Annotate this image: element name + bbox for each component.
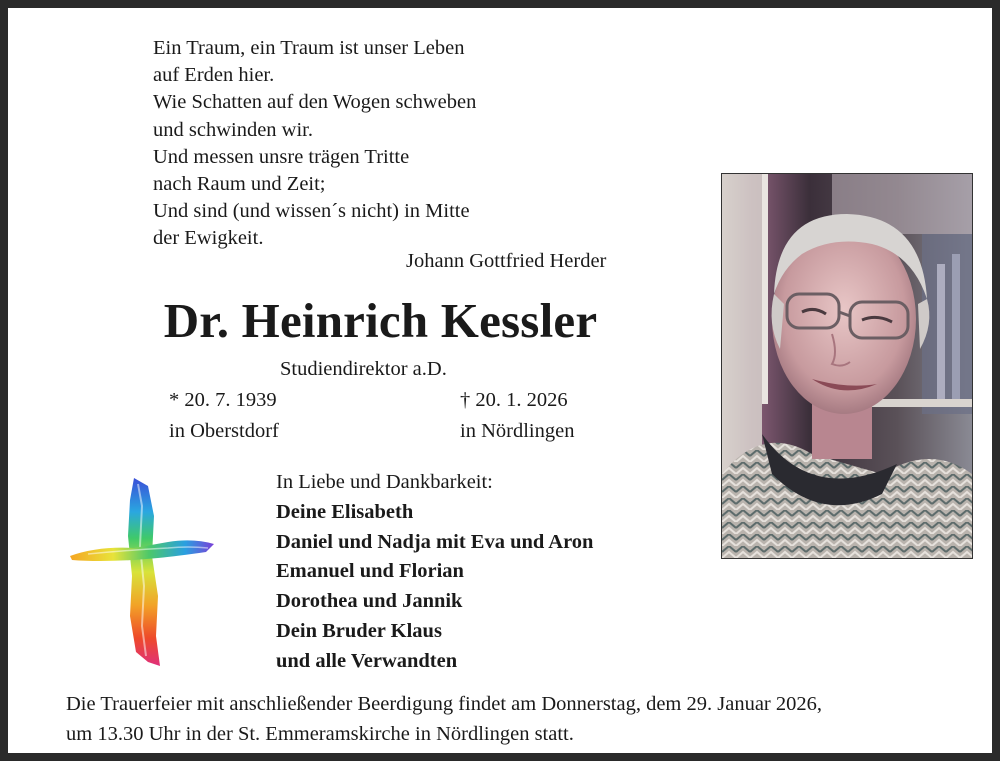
portrait-illustration — [722, 174, 972, 558]
deceased-name: Dr. Heinrich Kessler — [163, 293, 598, 348]
mourner-name: Deine Elisabeth — [276, 500, 414, 523]
poem — [153, 35, 476, 253]
poem-line: der Ewigkeit. — [153, 227, 264, 250]
poem-line: Ein Traum, ein Traum ist unser Leben — [153, 37, 465, 59]
poem-line: und schwinden wir. — [153, 118, 313, 141]
mourner-name: Emanuel und Florian — [276, 560, 464, 583]
death-date: † 20. 1. 2026 — [460, 389, 568, 411]
birth-date: * 20. 7. 1939 — [169, 389, 277, 411]
poem-line: Und sind (und wissen´s nicht) in Mitte — [153, 200, 470, 223]
funeral-notice — [66, 689, 822, 749]
mourner-name: Daniel und Nadja mit Eva und Aron — [276, 530, 594, 553]
poem-author: Johann Gottfried Herder — [406, 250, 607, 272]
death-info — [460, 385, 574, 447]
funeral-line: Die Trauerfeier mit anschließender Beerdigung findet am Donnerstag, dem 29. Januar 2026, — [66, 693, 823, 715]
birth-place: in Oberstdorf — [169, 420, 279, 442]
rainbow-cross-icon — [68, 476, 218, 672]
death-place: in Nördlingen — [460, 420, 575, 442]
poem-line: Wie Schatten auf den Wogen schweben — [153, 91, 477, 114]
poem-line: nach Raum und Zeit; — [153, 173, 326, 196]
mourner-name: und alle Verwandten — [276, 649, 458, 672]
poem-line: auf Erden hier. — [153, 64, 275, 87]
poem-line: Und messen unsre trägen Tritte — [153, 145, 410, 168]
mourner-name: Dorothea und Jannik — [276, 590, 463, 613]
mourners-list — [276, 468, 593, 677]
mourner-name: Dein Bruder Klaus — [276, 619, 442, 642]
funeral-line: um 13.30 Uhr in der St. Emmeramskirche in Nördlingen statt. — [66, 723, 574, 745]
birth-info — [169, 385, 279, 447]
mourners-intro: In Liebe und Dankbarkeit: — [276, 471, 493, 493]
portrait-photo — [721, 173, 973, 559]
deceased-title: Studiendirektor a.D. — [280, 358, 447, 380]
